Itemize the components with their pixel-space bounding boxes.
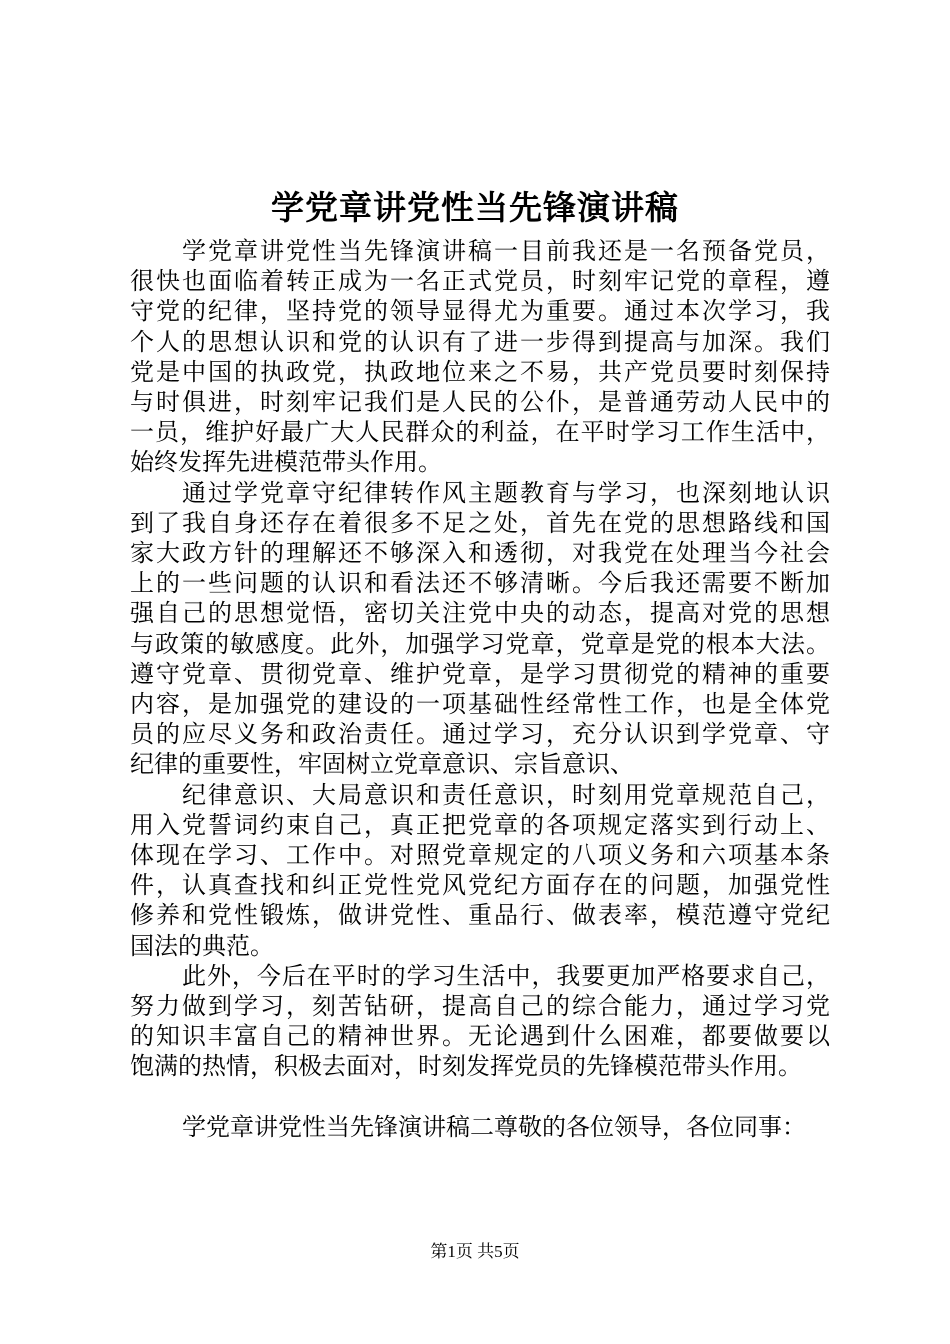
text-line: 此外，今后在平时的学习生活中，我要更加严格要求自己， — [182, 961, 830, 990]
text-line: 学党章讲党性当先锋演讲稿一目前我还是一名预备党员， — [182, 237, 830, 265]
text-line: 体现在学习、工作中。对照党章规定的八项义务和六项基本条 — [130, 841, 830, 870]
document-title: 学党章讲党性当先锋演讲稿 — [271, 188, 679, 227]
text-line: 修养和党性锻炼，做讲党性、重品行、做表率，模范遵守党纪 — [130, 901, 830, 930]
text-line: 纪律意识、大局意识和责任意识，时刻用党章规范自己， — [182, 780, 830, 809]
text-line: 家大政方针的理解还不够深入和透彻，对我党在处理当今社会 — [130, 539, 830, 568]
document-body — [130, 236, 830, 1142]
text-line: 很快也面临着转正成为一名正式党员，时刻牢记党的章程，遵 — [130, 267, 830, 296]
text-line: 始终发挥先进模范带头作用。 — [130, 448, 442, 477]
paragraph-1 — [130, 236, 830, 478]
paragraph-3 — [130, 780, 830, 961]
paragraph-4 — [130, 961, 830, 1082]
text-line: 上的一些问题的认识和看法还不够清晰。今后我还需要不断加 — [130, 569, 830, 598]
text-line: 一员，维护好最广大人民群众的利益，在平时学习工作生活中， — [130, 418, 830, 447]
text-line: 员的应尽义务和政治责任。通过学习，充分认识到学党章、守 — [130, 720, 830, 749]
paragraph-2 — [130, 478, 830, 780]
text-line: 用入党誓词约束自己，真正把党章的各项规定落实到行动上、 — [130, 810, 830, 839]
text-line: 与时俱进，时刻牢记我们是人民的公仆，是普通劳动人民中的 — [130, 388, 830, 417]
text-line: 内容，是加强党的建设的一项基础性经常性工作，也是全体党 — [130, 690, 830, 719]
text-line: 遵守党章、贯彻党章、维护党章，是学习贯彻党的精神的重要 — [130, 659, 830, 688]
text-line: 与政策的敏感度。此外，加强学习党章，党章是党的根本大法。 — [130, 629, 830, 658]
page-footer: 第1页 共5页 — [430, 1242, 520, 1261]
text-line: 通过学党章守纪律转作风主题教育与学习，也深刻地认识 — [182, 478, 830, 507]
text-line: 守党的纪律，坚持党的领导显得尤为重要。通过本次学习，我 — [130, 297, 830, 326]
text-line: 到了我自身还存在着很多不足之处，首先在党的思想路线和国 — [130, 508, 830, 537]
paragraph-5 — [130, 1112, 830, 1142]
text-line: 国法的典范。 — [130, 931, 274, 960]
text-line: 党是中国的执政党，执政地位来之不易，共产党员要时刻保持 — [130, 357, 830, 386]
paragraph-spacer — [130, 1082, 830, 1112]
text-line: 努力做到学习，刻苦钻研，提高自己的综合能力，通过学习党 — [130, 992, 830, 1021]
text-line: 件，认真查找和纠正党性党风党纪方面存在的问题，加强党性 — [130, 871, 830, 900]
text-line: 纪律的重要性，牢固树立党章意识、宗旨意识、 — [130, 750, 634, 779]
text-line: 学党章讲党性当先锋演讲稿二尊敬的各位领导，各位同事： — [182, 1112, 806, 1141]
text-line: 个人的思想认识和党的认识有了进一步得到提高与加深。我们 — [130, 327, 830, 356]
text-line: 的知识丰富自己的精神世界。无论遇到什么困难，都要做要以 — [130, 1022, 830, 1051]
text-line: 饱满的热情，积极去面对，时刻发挥党员的先锋模范带头作用。 — [130, 1052, 802, 1081]
text-line: 强自己的思想觉悟，密切关注党中央的动态，提高对党的思想 — [130, 599, 830, 628]
